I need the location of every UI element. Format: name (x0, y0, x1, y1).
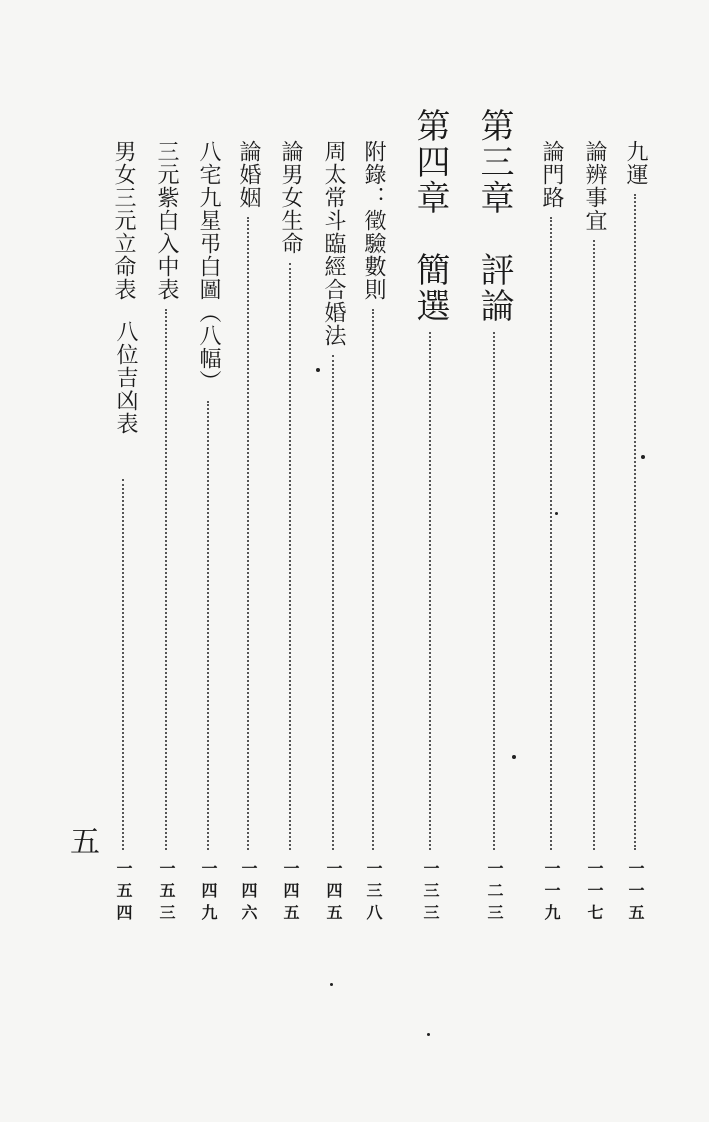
entry-title: 論男女生命 (278, 140, 303, 255)
scan-speck (555, 512, 558, 515)
entry-title: 男女三元立命表 (111, 140, 136, 301)
scan-speck (512, 755, 516, 759)
entry-title: 論門路 (539, 140, 564, 209)
chapter-entry (472, 108, 516, 940)
toc-entry (620, 140, 650, 940)
scan-speck (316, 368, 320, 372)
entry-page-number: 一一五 (626, 860, 645, 926)
scan-speck (330, 983, 333, 986)
dot-leader (207, 401, 209, 850)
chapter-entry (408, 108, 452, 940)
toc-entry (579, 140, 609, 940)
entry-page-number: 一四五 (324, 860, 343, 926)
entry-page-number: 一二三 (485, 860, 504, 926)
entry-title: 八宅九星弔白圖（八幅） (196, 140, 221, 393)
dot-leader (429, 332, 431, 850)
entry-page-number: 一四九 (199, 860, 218, 926)
dot-leader (165, 309, 167, 850)
entry-page-number: 一一七 (585, 860, 604, 926)
toc-entry (151, 140, 181, 940)
page-number: 五 (70, 825, 100, 860)
entry-page-number: 一五四 (114, 860, 133, 926)
toc-entry (318, 140, 348, 940)
scan-speck (641, 455, 645, 459)
dot-leader (634, 194, 636, 850)
entry-page-number: 一一九 (542, 860, 561, 926)
dot-leader (332, 355, 334, 850)
dot-leader (493, 332, 495, 850)
toc-entry (358, 140, 388, 940)
entry-title: 三元紫白入中表 (154, 140, 179, 301)
entry-title: 九運 (623, 140, 648, 186)
dot-leader (122, 479, 124, 850)
entry-title: 論婚姻 (236, 140, 261, 209)
entry-title: 周太常斗臨經合婚法 (321, 140, 346, 347)
entry-page-number: 一五三 (157, 860, 176, 926)
toc-entry (233, 140, 263, 940)
dot-leader (593, 240, 595, 850)
toc-entry (536, 140, 566, 940)
chapter-title: 第四章 簡選 (410, 108, 450, 324)
toc-entry (275, 140, 305, 940)
entry-page-number: 一三八 (364, 860, 383, 926)
entry-page-number: 一四五 (281, 860, 300, 926)
entry-page-number: 一四六 (239, 860, 258, 926)
dot-leader (289, 263, 291, 850)
entry-title: 附錄：徵驗數則 (361, 140, 386, 301)
chapter-title: 第三章 評論 (474, 108, 514, 324)
dot-leader (247, 217, 249, 850)
scan-speck (427, 1033, 430, 1036)
dot-leader (550, 217, 552, 850)
toc-entry (193, 140, 223, 940)
dot-leader (372, 309, 374, 850)
entry-page-number: 一三三 (421, 860, 440, 926)
entry-title: 論辨事宜 (582, 140, 607, 232)
entry-second-title: 八位吉凶表 (113, 320, 138, 435)
toc-entry (108, 140, 138, 940)
